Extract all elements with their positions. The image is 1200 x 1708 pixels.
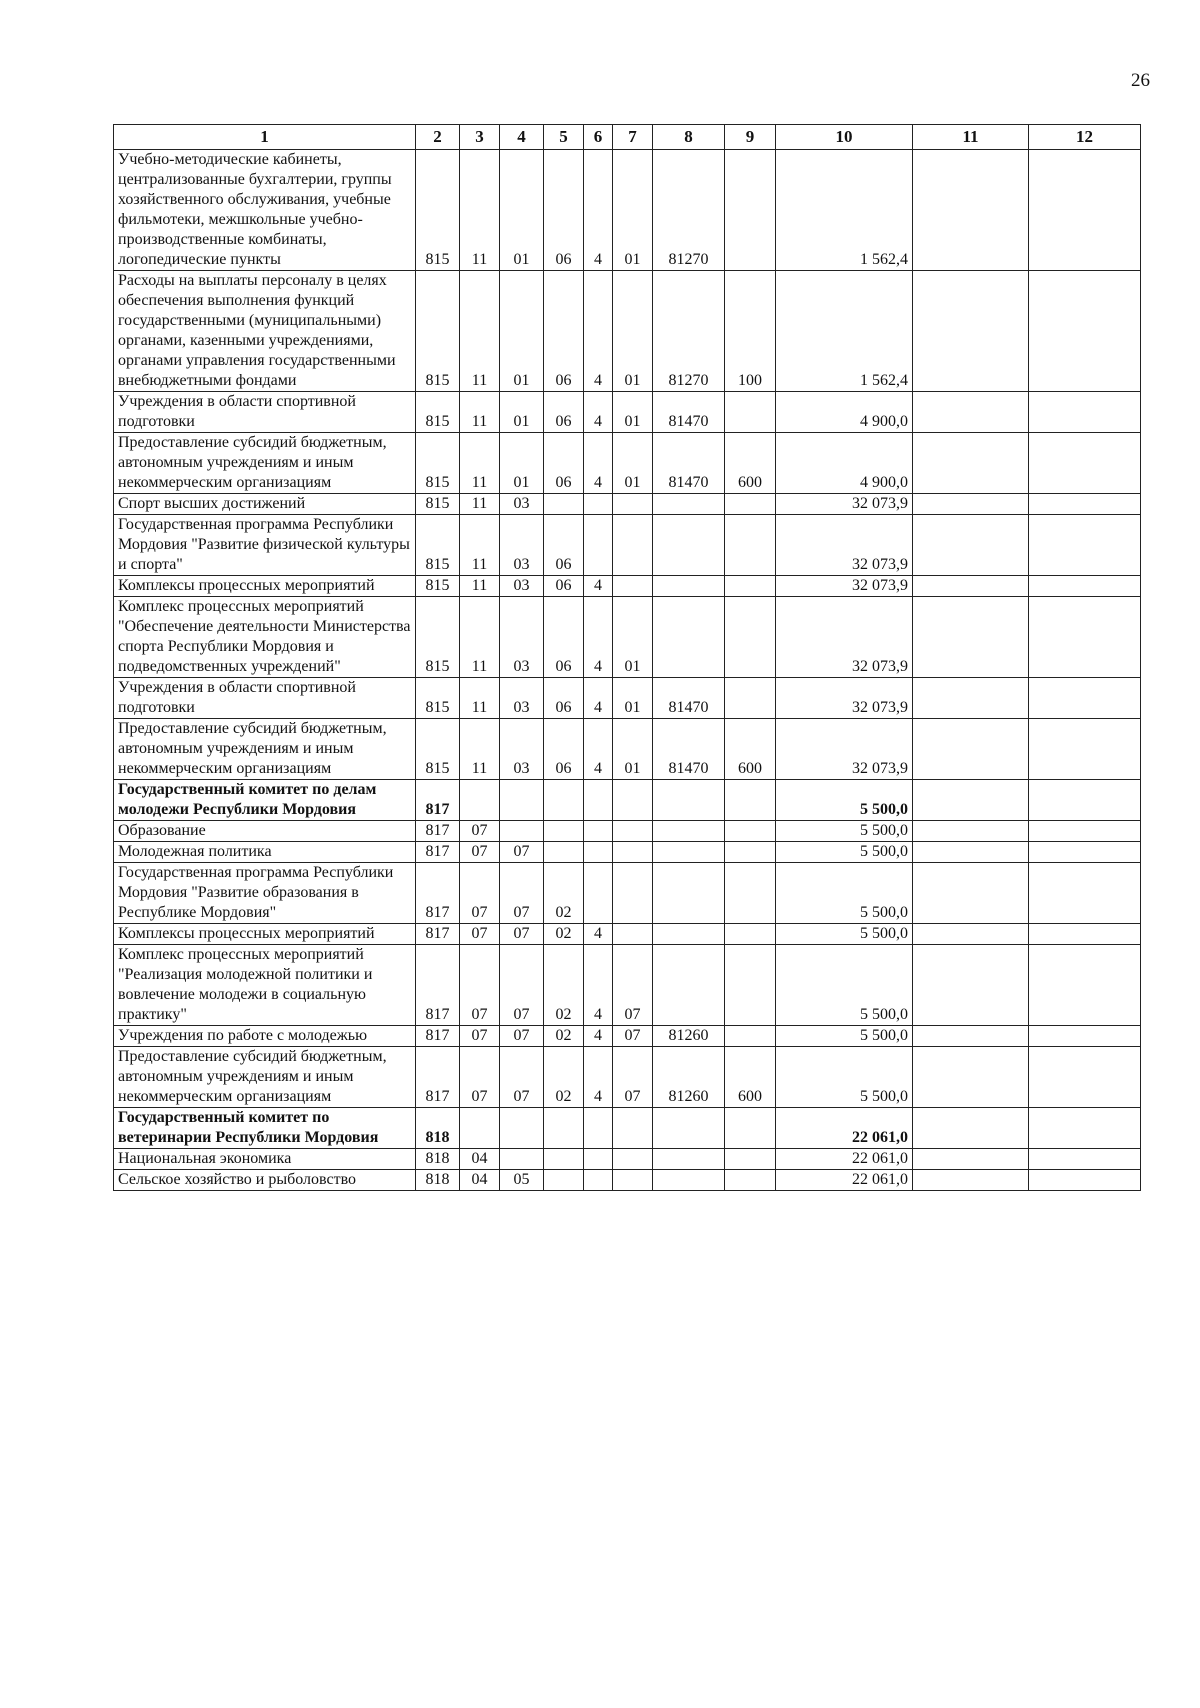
- row-name: Учреждения в области спортивной подготовки: [114, 392, 416, 433]
- section-code: 815: [416, 719, 460, 780]
- column-12-cell: [1029, 150, 1141, 271]
- complex-code: [613, 780, 653, 821]
- column-11-cell: [913, 863, 1029, 924]
- subsection-code: 03: [500, 515, 544, 576]
- table-row: [114, 1108, 1141, 1149]
- subsection-code: 07: [500, 924, 544, 945]
- column-11-cell: [913, 494, 1029, 515]
- direction-code: 81260: [653, 1026, 725, 1047]
- column-11-cell: [913, 271, 1029, 392]
- table-row: [114, 392, 1141, 433]
- complex-code: [613, 1149, 653, 1170]
- program-code: 06: [544, 597, 584, 678]
- amount-cell: 4 900,0: [776, 433, 913, 494]
- program-code: [544, 1108, 584, 1149]
- expense-type-code: [725, 945, 776, 1026]
- program-code: 06: [544, 433, 584, 494]
- expense-type-code: [725, 821, 776, 842]
- chapter-code: 04: [460, 1170, 500, 1191]
- complex-code: 01: [613, 150, 653, 271]
- program-code: 02: [544, 945, 584, 1026]
- table-body: [114, 150, 1141, 1191]
- amount-cell: 32 073,9: [776, 719, 913, 780]
- column-12-cell: [1029, 780, 1141, 821]
- column-12-cell: [1029, 863, 1141, 924]
- column-header: 11: [913, 125, 1029, 150]
- column-header: 9: [725, 125, 776, 150]
- chapter-code: 11: [460, 576, 500, 597]
- table-row: [114, 924, 1141, 945]
- complex-code: 01: [613, 597, 653, 678]
- chapter-code: [460, 1108, 500, 1149]
- program-code: 06: [544, 271, 584, 392]
- row-name: Комплексы процессных мероприятий: [114, 924, 416, 945]
- complex-code: 01: [613, 433, 653, 494]
- subsection-code: [500, 1149, 544, 1170]
- column-12-cell: [1029, 945, 1141, 1026]
- column-12-cell: [1029, 392, 1141, 433]
- table-row: [114, 821, 1141, 842]
- table-row: [114, 494, 1141, 515]
- chapter-code: [460, 780, 500, 821]
- expense-type-code: [725, 842, 776, 863]
- program-code: [544, 842, 584, 863]
- column-12-cell: [1029, 1026, 1141, 1047]
- program-code: 06: [544, 515, 584, 576]
- subprogram-code: [584, 821, 613, 842]
- section-code: 815: [416, 678, 460, 719]
- subprogram-code: 4: [584, 945, 613, 1026]
- direction-code: 81470: [653, 392, 725, 433]
- row-name: Предоставление субсидий бюджетным, автономным учреждениям и иным некоммерческим организациям: [114, 433, 416, 494]
- row-name: Сельское хозяйство и рыболовство: [114, 1170, 416, 1191]
- row-name: Спорт высших достижений: [114, 494, 416, 515]
- section-code: 815: [416, 392, 460, 433]
- column-header: 10: [776, 125, 913, 150]
- subsection-code: [500, 780, 544, 821]
- program-code: 02: [544, 1047, 584, 1108]
- direction-code: 81270: [653, 150, 725, 271]
- expense-type-code: [725, 780, 776, 821]
- subprogram-code: 4: [584, 271, 613, 392]
- direction-code: [653, 515, 725, 576]
- section-code: 815: [416, 515, 460, 576]
- chapter-code: 07: [460, 924, 500, 945]
- column-12-cell: [1029, 494, 1141, 515]
- column-header: 1: [114, 125, 416, 150]
- complex-code: [613, 1170, 653, 1191]
- table-row: [114, 842, 1141, 863]
- chapter-code: 07: [460, 842, 500, 863]
- program-code: 02: [544, 1026, 584, 1047]
- subsection-code: [500, 1108, 544, 1149]
- chapter-code: 07: [460, 821, 500, 842]
- expense-type-code: [725, 1149, 776, 1170]
- complex-code: 07: [613, 1047, 653, 1108]
- amount-cell: 22 061,0: [776, 1149, 913, 1170]
- program-code: [544, 494, 584, 515]
- column-12-cell: [1029, 1047, 1141, 1108]
- section-code: 818: [416, 1108, 460, 1149]
- subprogram-code: [584, 515, 613, 576]
- direction-code: [653, 597, 725, 678]
- complex-code: [613, 1108, 653, 1149]
- program-code: [544, 1170, 584, 1191]
- program-code: [544, 821, 584, 842]
- subprogram-code: 4: [584, 576, 613, 597]
- column-11-cell: [913, 1170, 1029, 1191]
- direction-code: 81470: [653, 719, 725, 780]
- table-row: [114, 719, 1141, 780]
- subprogram-code: 4: [584, 150, 613, 271]
- subprogram-code: 4: [584, 433, 613, 494]
- table-row: [114, 678, 1141, 719]
- direction-code: [653, 842, 725, 863]
- page-number: 26: [1131, 70, 1150, 91]
- chapter-code: 07: [460, 1047, 500, 1108]
- direction-code: 81260: [653, 1047, 725, 1108]
- section-code: 815: [416, 433, 460, 494]
- expense-type-code: [725, 1026, 776, 1047]
- amount-cell: 32 073,9: [776, 597, 913, 678]
- table-row: [114, 271, 1141, 392]
- row-name: Государственный комитет по ветеринарии Республики Мордовия: [114, 1108, 416, 1149]
- amount-cell: 5 500,0: [776, 842, 913, 863]
- direction-code: [653, 945, 725, 1026]
- complex-code: [613, 842, 653, 863]
- expense-type-code: [725, 150, 776, 271]
- amount-cell: 5 500,0: [776, 924, 913, 945]
- chapter-code: 11: [460, 515, 500, 576]
- amount-cell: 4 900,0: [776, 392, 913, 433]
- direction-code: [653, 576, 725, 597]
- expense-type-code: [725, 678, 776, 719]
- column-11-cell: [913, 597, 1029, 678]
- expense-type-code: [725, 1108, 776, 1149]
- subsection-code: 01: [500, 271, 544, 392]
- row-name: Комплекс процессных мероприятий "Обеспечение деятельности Министерства спорта Республики Мордовия и подведомственных учреждений": [114, 597, 416, 678]
- chapter-code: 11: [460, 271, 500, 392]
- chapter-code: 07: [460, 945, 500, 1026]
- complex-code: 01: [613, 719, 653, 780]
- expense-type-code: [725, 1170, 776, 1191]
- subsection-code: 03: [500, 719, 544, 780]
- section-code: 815: [416, 576, 460, 597]
- table-row: [114, 1047, 1141, 1108]
- section-code: 815: [416, 597, 460, 678]
- row-name: Предоставление субсидий бюджетным, автономным учреждениям и иным некоммерческим организациям: [114, 719, 416, 780]
- table-row: [114, 780, 1141, 821]
- row-name: Учреждения по работе с молодежью: [114, 1026, 416, 1047]
- column-12-cell: [1029, 678, 1141, 719]
- chapter-code: 11: [460, 719, 500, 780]
- amount-cell: 5 500,0: [776, 863, 913, 924]
- column-12-cell: [1029, 1149, 1141, 1170]
- program-code: [544, 1149, 584, 1170]
- column-header: 3: [460, 125, 500, 150]
- program-code: 02: [544, 863, 584, 924]
- amount-cell: 5 500,0: [776, 945, 913, 1026]
- expense-type-code: [725, 924, 776, 945]
- chapter-code: 07: [460, 1026, 500, 1047]
- column-header: 7: [613, 125, 653, 150]
- row-name: Государственная программа Республики Мордовия "Развитие физической культуры и спорта": [114, 515, 416, 576]
- column-11-cell: [913, 433, 1029, 494]
- complex-code: [613, 494, 653, 515]
- subsection-code: 07: [500, 863, 544, 924]
- complex-code: 01: [613, 271, 653, 392]
- subsection-code: 07: [500, 842, 544, 863]
- section-code: 817: [416, 1047, 460, 1108]
- expense-type-code: 600: [725, 1047, 776, 1108]
- program-code: [544, 780, 584, 821]
- chapter-code: 07: [460, 863, 500, 924]
- direction-code: [653, 924, 725, 945]
- direction-code: 81270: [653, 271, 725, 392]
- column-12-cell: [1029, 821, 1141, 842]
- section-code: 818: [416, 1149, 460, 1170]
- chapter-code: 11: [460, 494, 500, 515]
- expense-type-code: 100: [725, 271, 776, 392]
- complex-code: [613, 515, 653, 576]
- section-code: 815: [416, 271, 460, 392]
- column-12-cell: [1029, 842, 1141, 863]
- subprogram-code: [584, 863, 613, 924]
- subsection-code: 03: [500, 494, 544, 515]
- row-name: Образование: [114, 821, 416, 842]
- row-name: Государственная программа Республики Мордовия "Развитие образования в Республике Мордовия": [114, 863, 416, 924]
- column-11-cell: [913, 945, 1029, 1026]
- section-code: 817: [416, 863, 460, 924]
- expense-type-code: 600: [725, 719, 776, 780]
- chapter-code: 11: [460, 597, 500, 678]
- amount-cell: 32 073,9: [776, 678, 913, 719]
- subsection-code: 03: [500, 678, 544, 719]
- program-code: 06: [544, 678, 584, 719]
- expense-type-code: 600: [725, 433, 776, 494]
- column-11-cell: [913, 842, 1029, 863]
- complex-code: 01: [613, 678, 653, 719]
- expense-type-code: [725, 392, 776, 433]
- section-code: 818: [416, 1170, 460, 1191]
- column-11-cell: [913, 1047, 1029, 1108]
- subsection-code: 05: [500, 1170, 544, 1191]
- column-11-cell: [913, 150, 1029, 271]
- subprogram-code: [584, 1108, 613, 1149]
- column-12-cell: [1029, 1108, 1141, 1149]
- column-11-cell: [913, 515, 1029, 576]
- column-12-cell: [1029, 515, 1141, 576]
- table-row: [114, 945, 1141, 1026]
- table-row: [114, 1026, 1141, 1047]
- row-name: Национальная экономика: [114, 1149, 416, 1170]
- column-11-cell: [913, 576, 1029, 597]
- chapter-code: 11: [460, 678, 500, 719]
- row-name: Предоставление субсидий бюджетным, автономным учреждениям и иным некоммерческим организациям: [114, 1047, 416, 1108]
- direction-code: [653, 780, 725, 821]
- program-code: 06: [544, 392, 584, 433]
- amount-cell: 5 500,0: [776, 1026, 913, 1047]
- column-12-cell: [1029, 924, 1141, 945]
- subprogram-code: 4: [584, 1026, 613, 1047]
- subprogram-code: [584, 1170, 613, 1191]
- table-header-row: [114, 125, 1141, 150]
- table-row: [114, 576, 1141, 597]
- subprogram-code: 4: [584, 924, 613, 945]
- subprogram-code: 4: [584, 719, 613, 780]
- subprogram-code: 4: [584, 392, 613, 433]
- table-row: [114, 1149, 1141, 1170]
- table-row: [114, 433, 1141, 494]
- column-12-cell: [1029, 433, 1141, 494]
- table-row: [114, 863, 1141, 924]
- row-name: Учреждения в области спортивной подготовки: [114, 678, 416, 719]
- column-11-cell: [913, 392, 1029, 433]
- column-header: 4: [500, 125, 544, 150]
- amount-cell: 22 061,0: [776, 1108, 913, 1149]
- direction-code: [653, 1108, 725, 1149]
- column-header: 2: [416, 125, 460, 150]
- column-11-cell: [913, 780, 1029, 821]
- column-header: 5: [544, 125, 584, 150]
- section-code: 817: [416, 924, 460, 945]
- section-code: 815: [416, 494, 460, 515]
- complex-code: [613, 821, 653, 842]
- column-11-cell: [913, 1026, 1029, 1047]
- row-name: Комплексы процессных мероприятий: [114, 576, 416, 597]
- direction-code: [653, 1170, 725, 1191]
- section-code: 817: [416, 1026, 460, 1047]
- budget-table: [113, 124, 1141, 1191]
- column-11-cell: [913, 1108, 1029, 1149]
- amount-cell: 5 500,0: [776, 1047, 913, 1108]
- column-11-cell: [913, 719, 1029, 780]
- subsection-code: 07: [500, 1047, 544, 1108]
- table-row: [114, 150, 1141, 271]
- column-12-cell: [1029, 597, 1141, 678]
- section-code: 815: [416, 150, 460, 271]
- column-12-cell: [1029, 719, 1141, 780]
- complex-code: 01: [613, 392, 653, 433]
- table-row: [114, 1170, 1141, 1191]
- column-header: 6: [584, 125, 613, 150]
- program-code: 06: [544, 719, 584, 780]
- row-name: Расходы на выплаты персоналу в целях обеспечения выполнения функций государственными (муниципальными) органами, казенными учреждениями, органами управления государственными внебюджетными фондами: [114, 271, 416, 392]
- program-code: 06: [544, 576, 584, 597]
- direction-code: 81470: [653, 433, 725, 494]
- amount-cell: 32 073,9: [776, 515, 913, 576]
- amount-cell: 5 500,0: [776, 780, 913, 821]
- section-code: 817: [416, 842, 460, 863]
- row-name: Государственный комитет по делам молодежи Республики Мордовия: [114, 780, 416, 821]
- section-code: 817: [416, 945, 460, 1026]
- direction-code: [653, 863, 725, 924]
- amount-cell: 22 061,0: [776, 1170, 913, 1191]
- column-11-cell: [913, 821, 1029, 842]
- direction-code: [653, 494, 725, 515]
- column-12-cell: [1029, 271, 1141, 392]
- subsection-code: 01: [500, 392, 544, 433]
- subsection-code: 03: [500, 576, 544, 597]
- direction-code: 81470: [653, 678, 725, 719]
- subsection-code: 07: [500, 945, 544, 1026]
- expense-type-code: [725, 597, 776, 678]
- amount-cell: 1 562,4: [776, 271, 913, 392]
- complex-code: [613, 576, 653, 597]
- row-name: Учебно-методические кабинеты, централизованные бухгалтерии, группы хозяйственного обслуживания, учебные фильмотеки, межшкольные учебно-производственные комбинаты, логопедические пункты: [114, 150, 416, 271]
- complex-code: 07: [613, 1026, 653, 1047]
- expense-type-code: [725, 863, 776, 924]
- subprogram-code: 4: [584, 597, 613, 678]
- subsection-code: 01: [500, 433, 544, 494]
- subprogram-code: [584, 1149, 613, 1170]
- column-11-cell: [913, 1149, 1029, 1170]
- column-12-cell: [1029, 576, 1141, 597]
- subprogram-code: [584, 780, 613, 821]
- expense-type-code: [725, 576, 776, 597]
- subsection-code: 07: [500, 1026, 544, 1047]
- chapter-code: 04: [460, 1149, 500, 1170]
- subsection-code: 01: [500, 150, 544, 271]
- program-code: 06: [544, 150, 584, 271]
- direction-code: [653, 1149, 725, 1170]
- table-row: [114, 597, 1141, 678]
- chapter-code: 11: [460, 150, 500, 271]
- section-code: 817: [416, 821, 460, 842]
- amount-cell: 32 073,9: [776, 576, 913, 597]
- subsection-code: [500, 821, 544, 842]
- table-row: [114, 515, 1141, 576]
- complex-code: 07: [613, 945, 653, 1026]
- complex-code: [613, 924, 653, 945]
- amount-cell: 32 073,9: [776, 494, 913, 515]
- section-code: 817: [416, 780, 460, 821]
- amount-cell: 1 562,4: [776, 150, 913, 271]
- subprogram-code: [584, 494, 613, 515]
- expense-type-code: [725, 515, 776, 576]
- subprogram-code: [584, 842, 613, 863]
- subprogram-code: 4: [584, 1047, 613, 1108]
- direction-code: [653, 821, 725, 842]
- column-header: 8: [653, 125, 725, 150]
- expense-type-code: [725, 494, 776, 515]
- amount-cell: 5 500,0: [776, 821, 913, 842]
- row-name: Комплекс процессных мероприятий "Реализация молодежной политики и вовлечение молодежи в социальную практику": [114, 945, 416, 1026]
- subprogram-code: 4: [584, 678, 613, 719]
- column-11-cell: [913, 678, 1029, 719]
- column-header: 12: [1029, 125, 1141, 150]
- complex-code: [613, 863, 653, 924]
- program-code: 02: [544, 924, 584, 945]
- row-name: Молодежная политика: [114, 842, 416, 863]
- chapter-code: 11: [460, 392, 500, 433]
- column-11-cell: [913, 924, 1029, 945]
- column-12-cell: [1029, 1170, 1141, 1191]
- chapter-code: 11: [460, 433, 500, 494]
- subsection-code: 03: [500, 597, 544, 678]
